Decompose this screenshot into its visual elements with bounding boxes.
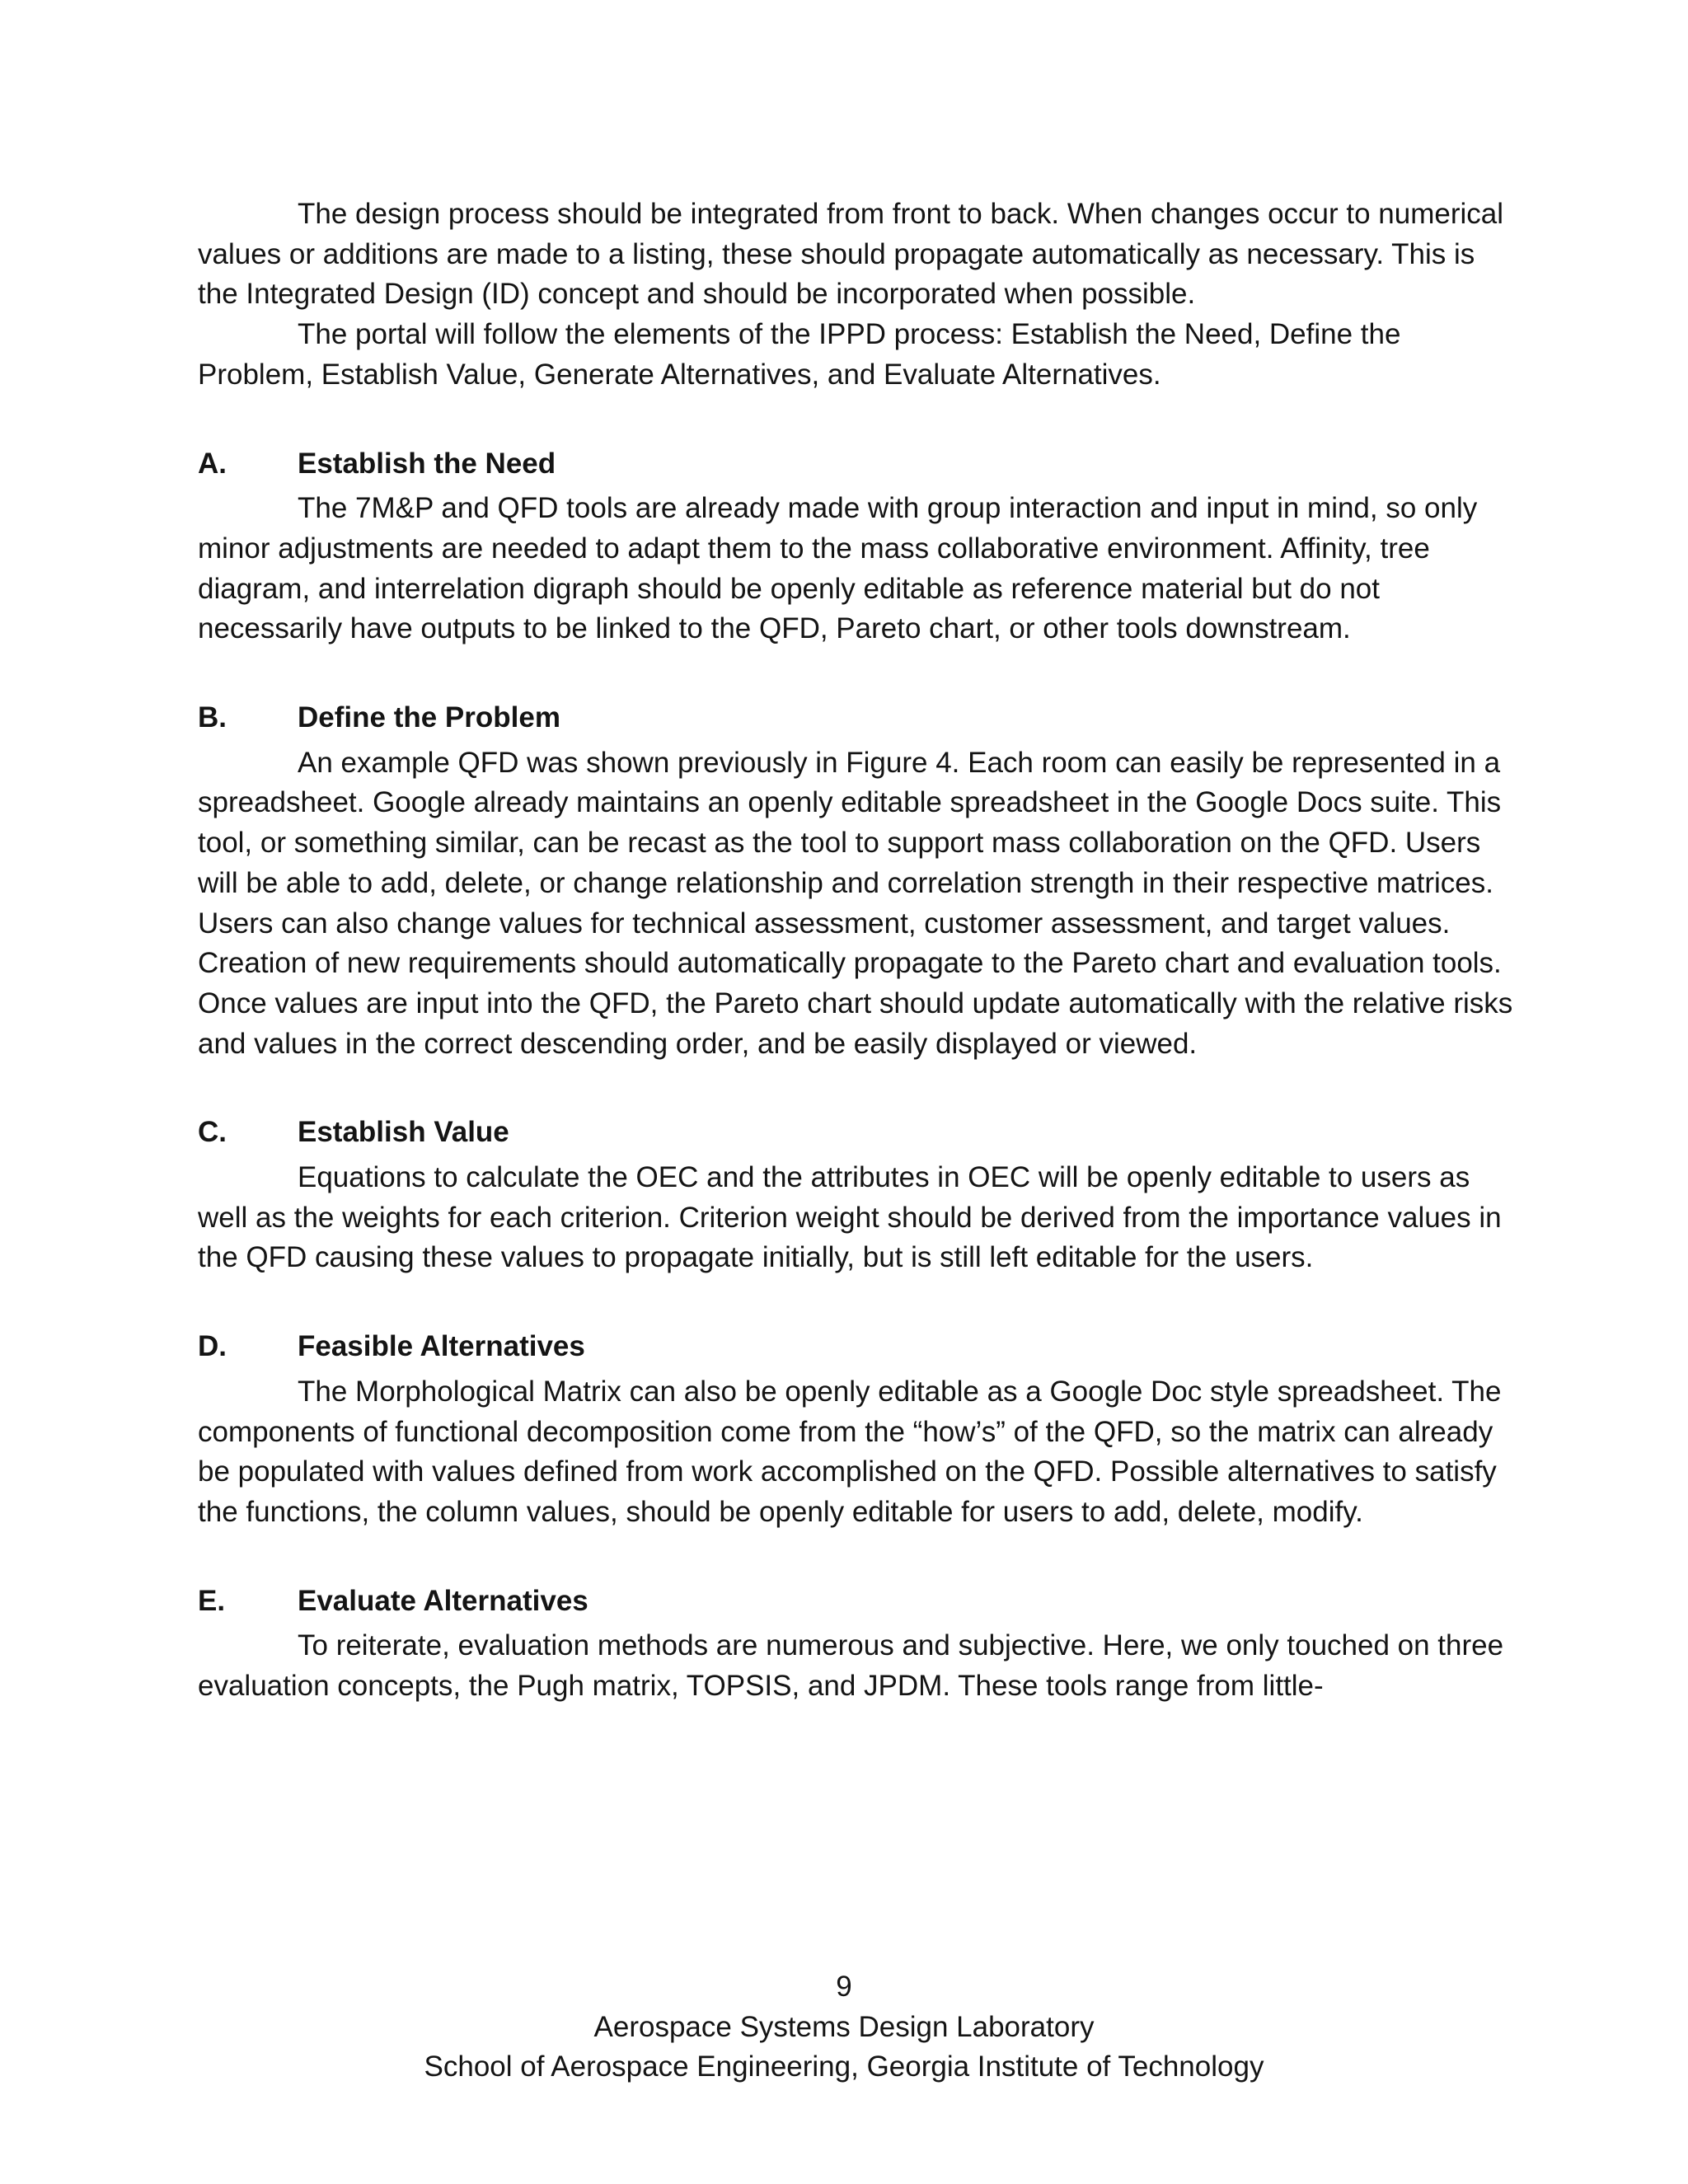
section-paragraph: Equations to calculate the OEC and the attributes in OEC will be openly editable to users as well as the weights for each criterion. Criterion weight should be derived from the importance values in the QFD causing these values to propagate initially, but is still left editable for the users. — [198, 1161, 1502, 1274]
intro-paragraph: The design process should be integrated from front to back. When changes occur to numerical values or additions are made to a listing, these should propagate automatically as necessary. This is the Integrated Design (ID) concept and should be incorporated when possible. — [198, 198, 1504, 311]
section-letter: A. — [198, 447, 227, 480]
section-paragraph: The 7M&P and QFD tools are already made with group interaction and input in mind, so only minor adjustments are needed to adapt them to the mass collaborative environment. Affinity, tree diagram, and interrelation digraph should be openly editable as reference material but do not necessarily have outputs to be linked to the QFD, Pareto chart, or other tools downstream. — [198, 492, 1478, 645]
section-heading-b — [198, 698, 1517, 738]
document-body — [198, 194, 1517, 1707]
footer-lab-name: Aerospace Systems Design Laboratory — [593, 2010, 1095, 2043]
section-heading-e — [198, 1582, 1517, 1622]
section-title: Feasible Alternatives — [298, 1330, 585, 1363]
section-title: Define the Problem — [298, 701, 560, 734]
section-paragraph: To reiterate, evaluation methods are numerous and subjective. Here, we only touched on three evaluation concepts, the Pugh matrix, TOPSIS, and JPDM. These tools range from little- — [198, 1629, 1504, 1703]
section-paragraph: The Morphological Matrix can also be openly editable as a Google Doc style spreadsheet. The components of functional decomposition come from the “how’s” of the QFD, so the matrix can already be populated with values defined from work accomplished on the QFD. Possible alternatives to satisfy the functions, the column values, should be openly editable for users to add, delete, modify. — [198, 1375, 1502, 1528]
section-heading-a — [198, 444, 1517, 485]
section-title: Establish the Need — [298, 447, 556, 480]
section-letter: C. — [198, 1116, 227, 1149]
intro-paragraph: The portal will follow the elements of the IPPD process: Establish the Need, Define the Problem, Establish Value, Generate Alternatives, and Evaluate Alternatives. — [198, 318, 1401, 391]
page-footer — [0, 1967, 1688, 2088]
section-letter: D. — [198, 1330, 227, 1363]
page-number: 9 — [836, 1971, 852, 2003]
section-paragraph: An example QFD was shown previously in Figure 4. Each room can easily be represented in a spreadsheet. Google already maintains an openly editable spreadsheet in the Google Docs suite. This tool, or something similar, can be recast as the tool to support mass collaboration on the QFD. Users will be able to add, delete, or change relationship and correlation strength in their respective matrices. Users can also change values for technical assessment, customer assessment, and target values. Creation of new requirements should automatically propagate to the Pareto chart and evaluation tools. Once values are input into the QFD, the Pareto chart should update automatically with the relative risks and values in the correct descending order, and be easily displayed or viewed. — [198, 746, 1513, 1060]
section-title: Establish Value — [298, 1116, 509, 1149]
section-letter: B. — [198, 701, 227, 734]
section-heading-c — [198, 1113, 1517, 1153]
footer-school-name: School of Aerospace Engineering, Georgia Institute of Technology — [424, 2050, 1264, 2083]
section-title: Evaluate Alternatives — [298, 1584, 588, 1617]
section-letter: E. — [198, 1584, 226, 1617]
section-heading-d — [198, 1327, 1517, 1367]
